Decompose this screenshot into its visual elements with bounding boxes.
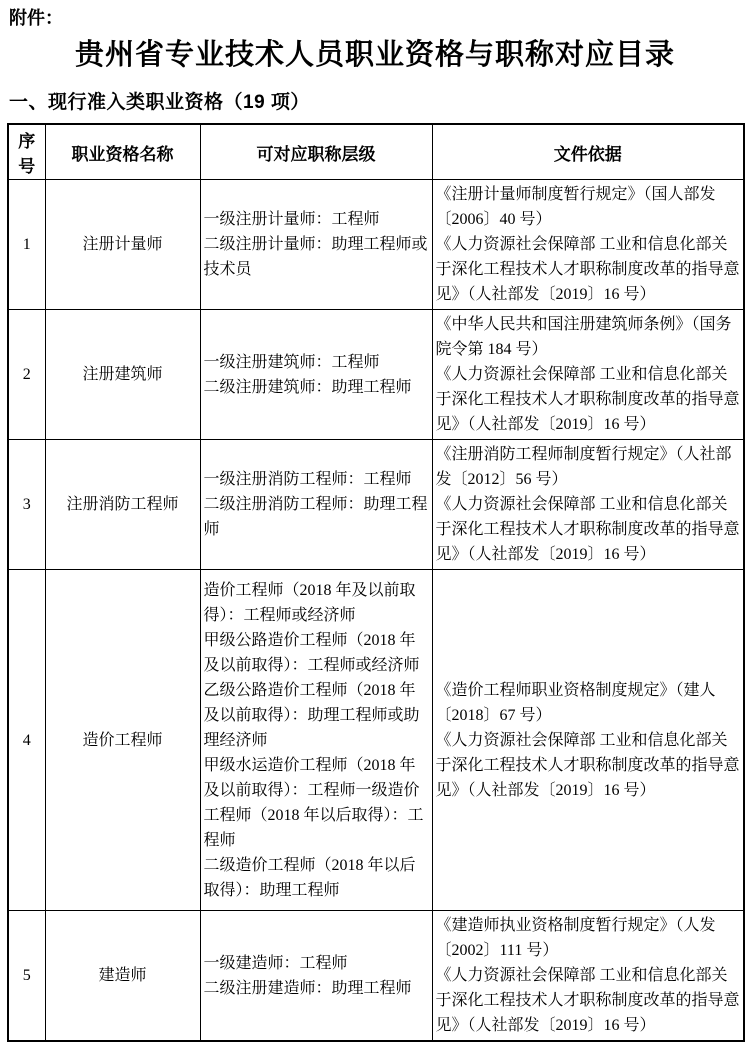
level-item: 二级注册建造师：助理工程师 <box>203 979 412 997</box>
basis-item: 《注册计量师制度暂行规定》（国人部发〔2006〕40 号） <box>435 186 716 228</box>
table-row <box>8 310 744 440</box>
basis-item: 《建造师执业资格制度暂行规定》（人发〔2002〕111 号） <box>435 917 716 959</box>
basis-item: 《人力资源社会保障部 工业和信息化部关于深化工程技术人才职称制度改革的指导意见》（人社部发〔2019〕16 号） <box>435 731 740 799</box>
cell-document-basis <box>432 911 744 1042</box>
level-item: 二级注册消防工程师：助理工程师 <box>203 496 428 538</box>
basis-item: 《中华人民共和国注册建筑师条例》（国务院令第 184 号） <box>435 316 732 358</box>
table-row <box>8 440 744 570</box>
cell-qualification-name: 注册计量师 <box>45 180 200 310</box>
level-item: 一级建造师：工程师 <box>203 954 348 972</box>
cell-title-levels <box>200 911 432 1042</box>
cell-qualification-name: 注册消防工程师 <box>45 440 200 570</box>
level-item: 造价工程师（2018 年及以前取得）：工程师或经济师 <box>203 581 416 624</box>
basis-item: 《造价工程师职业资格制度规定》（建人〔2018〕67 号） <box>435 681 716 724</box>
basis-item: 《人力资源社会保障部 工业和信息化部关于深化工程技术人才职称制度改革的指导意见》（人社部发〔2019〕16 号） <box>435 366 740 433</box>
table-row <box>8 180 744 310</box>
cell-qualification-name: 造价工程师 <box>45 570 200 911</box>
header-title-level: 可对应职称层级 <box>200 124 432 180</box>
level-item: 一级注册消防工程师：工程师 <box>203 471 412 488</box>
basis-item: 《人力资源社会保障部 工业和信息化部关于深化工程技术人才职称制度改革的指导意见》（人社部发〔2019〕16 号） <box>435 967 740 1034</box>
cell-qualification-name: 建造师 <box>45 911 200 1042</box>
header-document-basis: 文件依据 <box>432 124 744 180</box>
basis-item: 《注册消防工程师制度暂行规定》（人社部发〔2012〕56 号） <box>435 446 732 488</box>
table-row <box>8 570 744 911</box>
level-item: 二级注册建筑师：助理工程师 <box>203 378 412 396</box>
attachment-label: 附件： <box>9 8 63 28</box>
cell-title-levels <box>200 180 432 310</box>
cell-title-levels <box>200 440 432 570</box>
cell-document-basis <box>432 310 744 440</box>
basis-item: 《人力资源社会保障部 工业和信息化部关于深化工程技术人才职称制度改革的指导意见》（人社部发〔2019〕16 号） <box>435 236 740 303</box>
level-item: 二级注册计量师：助理工程师或技术员 <box>203 236 428 278</box>
cell-document-basis <box>432 440 744 570</box>
cell-serial-number: 5 <box>8 911 45 1042</box>
basis-item: 《人力资源社会保障部 工业和信息化部关于深化工程技术人才职称制度改革的指导意见》（人社部发〔2019〕16 号） <box>435 496 740 563</box>
cell-document-basis <box>432 180 744 310</box>
level-item: 乙级公路造价工程师（2018 年及以前取得）：助理工程师或助理经济师 <box>203 681 420 749</box>
level-item: 甲级公路造价工程师（2018 年及以前取得）：工程师或经济师 <box>203 631 420 674</box>
page-title: 贵州省专业技术人员职业资格与职称对应目录 <box>74 39 675 71</box>
cell-serial-number: 4 <box>8 570 45 911</box>
table-body <box>8 180 744 1042</box>
cell-serial-number: 3 <box>8 440 45 570</box>
level-item: 甲级水运造价工程师（2018 年及以前取得）：工程师一级造价工程师（2018 年以后取得）：工程师 <box>203 756 424 849</box>
cell-title-levels <box>200 310 432 440</box>
qualification-table <box>7 123 745 1042</box>
level-item: 一级注册计量师：工程师 <box>203 211 380 228</box>
table-row <box>8 911 744 1042</box>
header-qualification-name: 职业资格名称 <box>45 124 200 180</box>
header-serial-number: 序号 <box>8 124 45 180</box>
cell-title-levels <box>200 570 432 911</box>
section-heading: 一、现行准入类职业资格（19 项） <box>9 92 310 113</box>
level-item: 一级注册建筑师：工程师 <box>203 353 380 371</box>
cell-serial-number: 1 <box>8 180 45 310</box>
cell-qualification-name: 注册建筑师 <box>45 310 200 440</box>
cell-serial-number: 2 <box>8 310 45 440</box>
table-header-row <box>8 124 744 180</box>
cell-document-basis <box>432 570 744 911</box>
level-item: 二级造价工程师（2018 年以后取得）：助理工程师 <box>203 856 416 899</box>
